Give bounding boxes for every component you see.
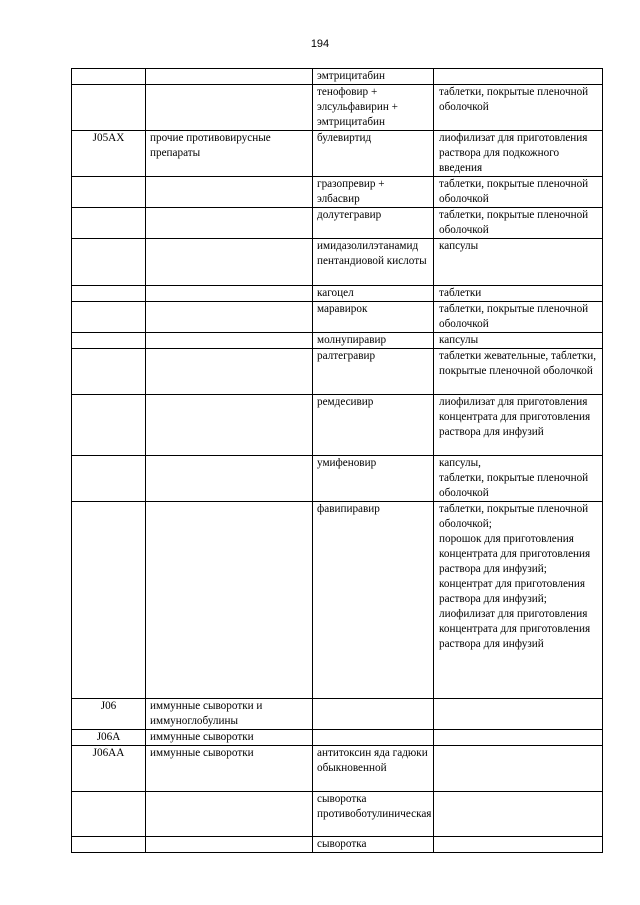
- table-row: [72, 177, 603, 208]
- atc-code-cell: [72, 837, 146, 853]
- drug-name-cell: молнупиравир: [313, 333, 434, 349]
- table-row: [72, 333, 603, 349]
- table-row: [72, 792, 603, 837]
- atc-group-cell: [146, 837, 313, 853]
- dosage-form-cell: таблетки, покрытые пленочной оболочкой: [434, 85, 603, 131]
- dosage-form-cell: [434, 746, 603, 792]
- dosage-form-cell: таблетки, покрытые пленочной оболочкой: [434, 302, 603, 333]
- table-row: [72, 286, 603, 302]
- dosage-form-line: лиофилизат для приготовления концентрата для приготовления раствора для инфузий: [439, 608, 591, 650]
- dosage-form-line: таблетки, покрытые пленочной оболочкой: [439, 472, 589, 499]
- atc-code-cell: [72, 349, 146, 395]
- drug-name-cell: кагоцел: [313, 286, 434, 302]
- drug-table: [71, 68, 603, 853]
- atc-code-cell: [72, 177, 146, 208]
- drug-name-cell: умифеновир: [313, 456, 434, 502]
- atc-group-cell: [146, 208, 313, 239]
- dosage-form-cell: [434, 792, 603, 837]
- table-row: [72, 239, 603, 286]
- atc-group-cell: [146, 177, 313, 208]
- table-row: [72, 302, 603, 333]
- atc-code-cell: J06: [72, 699, 146, 730]
- dosage-form-cell: таблетки жевательные, таблетки, покрытые пленочной оболочкой: [434, 349, 603, 395]
- drug-name-cell: ремдесивир: [313, 395, 434, 456]
- table-row: [72, 349, 603, 395]
- drug-name-cell: фавипиравир: [313, 502, 434, 699]
- atc-group-cell: [146, 395, 313, 456]
- drug-name-cell: тенофовир + элсульфавирин + эмтрицитабин: [313, 85, 434, 131]
- atc-code-cell: [72, 456, 146, 502]
- atc-group-cell: иммунные сыворотки и иммуноглобулины: [146, 699, 313, 730]
- drug-name-cell: долутегравир: [313, 208, 434, 239]
- table-row: [72, 730, 603, 746]
- table-row: [72, 746, 603, 792]
- atc-code-cell: J06A: [72, 730, 146, 746]
- dosage-form-cell: [434, 502, 603, 699]
- atc-code-cell: J06AA: [72, 746, 146, 792]
- dosage-form-line: порошок для приготовления концентрата для приготовления раствора для инфузий;: [439, 533, 591, 575]
- dosage-form-cell: таблетки: [434, 286, 603, 302]
- atc-group-cell: [146, 333, 313, 349]
- dosage-form-cell: лиофилизат для приготовления раствора для подкожного введения: [434, 131, 603, 177]
- atc-code-cell: [72, 286, 146, 302]
- atc-code-cell: [72, 395, 146, 456]
- table-row: [72, 699, 603, 730]
- drug-name-cell: [313, 730, 434, 746]
- table-body: [72, 69, 603, 853]
- table-row: [72, 395, 603, 456]
- atc-group-cell: [146, 349, 313, 395]
- dosage-form-cell: капсулы: [434, 239, 603, 286]
- atc-group-cell: [146, 239, 313, 286]
- table-row: [72, 85, 603, 131]
- drug-name-cell: ралтегравир: [313, 349, 434, 395]
- atc-code-cell: [72, 333, 146, 349]
- atc-group-cell: [146, 302, 313, 333]
- table-row: [72, 456, 603, 502]
- atc-group-cell: иммунные сыворотки: [146, 730, 313, 746]
- atc-code-cell: [72, 85, 146, 131]
- drug-name-cell: антитоксин яда гадюки обыкновенной: [313, 746, 434, 792]
- atc-group-cell: [146, 69, 313, 85]
- atc-group-cell: иммунные сыворотки: [146, 746, 313, 792]
- table-row: [72, 69, 603, 85]
- drug-name-cell: имидазолилэтанамид пентандиовой кислоты: [313, 239, 434, 286]
- dosage-form-cell: [434, 730, 603, 746]
- drug-name-cell: сыворотка противоботулиническая: [313, 792, 434, 837]
- table-row: [72, 502, 603, 699]
- dosage-form-line: таблетки, покрытые пленочной оболочкой;: [439, 503, 589, 530]
- atc-group-cell: [146, 456, 313, 502]
- atc-group-cell: прочие противовирусные препараты: [146, 131, 313, 177]
- dosage-form-line: капсулы,: [439, 457, 481, 469]
- dosage-form-cell: таблетки, покрытые пленочной оболочкой: [434, 177, 603, 208]
- dosage-form-cell: таблетки, покрытые пленочной оболочкой: [434, 208, 603, 239]
- page-number: 194: [310, 38, 330, 50]
- atc-code-cell: [72, 69, 146, 85]
- table-row: [72, 208, 603, 239]
- dosage-form-cell: капсулы: [434, 333, 603, 349]
- atc-code-cell: [72, 208, 146, 239]
- table-row: [72, 837, 603, 853]
- drug-name-cell: маравирок: [313, 302, 434, 333]
- dosage-form-cell: [434, 456, 603, 502]
- atc-group-cell: [146, 502, 313, 699]
- drug-name-cell: [313, 699, 434, 730]
- dosage-form-cell: [434, 69, 603, 85]
- drug-name-cell: сыворотка: [313, 837, 434, 853]
- dosage-form-cell: лиофилизат для приготовления концентрата для приготовления раствора для инфузий: [434, 395, 603, 456]
- drug-name-cell: эмтрицитабин: [313, 69, 434, 85]
- atc-code-cell: J05AX: [72, 131, 146, 177]
- atc-group-cell: [146, 286, 313, 302]
- atc-code-cell: [72, 302, 146, 333]
- table-row: [72, 131, 603, 177]
- dosage-form-line: концентрат для приготовления раствора для инфузий;: [439, 578, 586, 605]
- drug-name-cell: гразопревир + элбасвир: [313, 177, 434, 208]
- atc-code-cell: [72, 239, 146, 286]
- dosage-form-cell: [434, 837, 603, 853]
- atc-group-cell: [146, 792, 313, 837]
- dosage-form-cell: [434, 699, 603, 730]
- atc-code-cell: [72, 792, 146, 837]
- atc-group-cell: [146, 85, 313, 131]
- atc-code-cell: [72, 502, 146, 699]
- drug-name-cell: булевиртид: [313, 131, 434, 177]
